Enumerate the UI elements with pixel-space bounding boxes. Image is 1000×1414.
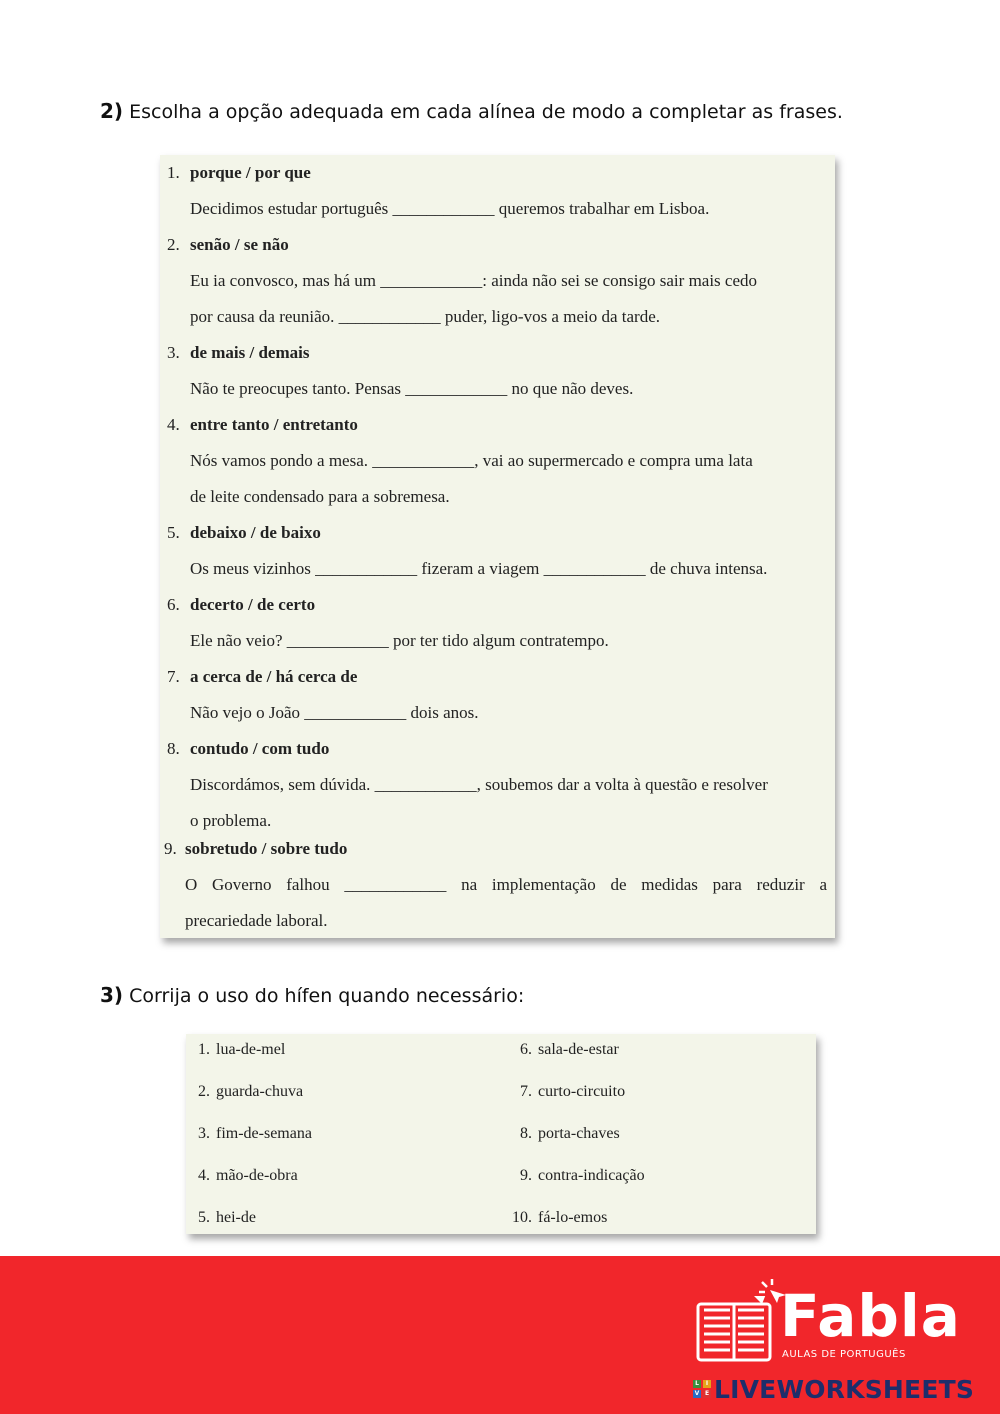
- question-title-row: [160, 227, 835, 263]
- exercise-3-number: 3): [100, 983, 124, 1007]
- lw-mark-v: V: [694, 1390, 700, 1397]
- question-sentence-row: [160, 191, 835, 227]
- question-number: 2.: [167, 235, 180, 254]
- question-sentence-row: [160, 263, 835, 299]
- question-sentence-row: [160, 371, 835, 407]
- liveworksheets-name: LIVEWORKSHEETS: [714, 1374, 975, 1404]
- question-sentence-row: [160, 479, 835, 515]
- question-number: 5.: [167, 523, 180, 542]
- question-number: 7.: [167, 667, 180, 686]
- hyphen-item-word: guarda-chuva: [216, 1083, 304, 1100]
- question-sentence: de leite condensado para a sobremesa.: [190, 487, 450, 506]
- question-sentence: Discordámos, sem dúvida. ____________, soubemos dar a volta à questão e resolver: [190, 775, 768, 794]
- hyphen-item: [186, 1077, 303, 1107]
- hyphen-item: [186, 1035, 285, 1065]
- question-sentence: Não te preocupes tanto. Pensas ____________ no que não deves.: [190, 379, 634, 398]
- question-options: debaixo / de baixo: [190, 523, 321, 542]
- question-number: 3.: [167, 343, 180, 362]
- exercise-2-instruction: Escolha a opção adequada em cada alínea de modo a completar as frases.: [129, 101, 843, 123]
- question-options: de mais / demais: [190, 343, 310, 362]
- question-options: contudo / com tudo: [190, 739, 330, 758]
- exercise-2-panel: [160, 155, 835, 938]
- hyphen-item-word: sala-de-estar: [538, 1041, 619, 1058]
- question-sentence: o problema.: [190, 811, 272, 830]
- question-sentence: O Governo falhou ____________ na implementação de medidas para reduzir a: [185, 875, 827, 894]
- hyphen-item-number: 5.: [198, 1209, 210, 1226]
- question-sentence-row: [160, 443, 835, 479]
- question-options: senão / se não: [190, 235, 289, 254]
- exercise-2-heading: [100, 99, 843, 123]
- question-options: sobretudo / sobre tudo: [185, 839, 348, 858]
- question-sentence-row: [160, 767, 835, 803]
- question-title-row: [160, 407, 835, 443]
- question-title-row: [160, 731, 835, 767]
- question-sentence: Os meus vizinhos ____________ fizeram a viagem ____________ de chuva intensa.: [190, 559, 768, 578]
- hyphen-item-number: 8.: [520, 1125, 532, 1142]
- question-options: decerto / de certo: [190, 595, 316, 614]
- question-options: entre tanto / entretanto: [190, 415, 358, 434]
- question-sentence-row: [160, 551, 835, 587]
- hyphen-item: [508, 1161, 645, 1191]
- lw-mark-i: I: [703, 1380, 711, 1388]
- question-options: porque / por que: [190, 163, 311, 182]
- hyphen-item-number: 2.: [198, 1083, 210, 1100]
- lw-mark-l: L: [693, 1380, 701, 1388]
- hyphen-item-word: fá-lo-emos: [538, 1209, 608, 1226]
- hyphen-item: [186, 1119, 312, 1149]
- hyphen-item-number: 6.: [520, 1041, 532, 1058]
- question-number: 4.: [167, 415, 180, 434]
- question-title-row: [160, 155, 835, 191]
- question-number: 6.: [167, 595, 180, 614]
- hyphen-item-number: 7.: [520, 1083, 532, 1100]
- hyphen-item: [508, 1077, 625, 1107]
- hyphen-item-word: hei-de: [216, 1209, 256, 1226]
- hyphen-item-word: lua-de-mel: [216, 1041, 286, 1058]
- hyphen-item-word: curto-circuito: [538, 1083, 626, 1100]
- hyphen-item: [508, 1203, 607, 1233]
- question-sentence: Eu ia convosco, mas há um ____________: ainda não sei se consigo sair mais cedo: [190, 271, 758, 290]
- question-title-row: [160, 335, 835, 371]
- hyphen-item-number: 9.: [520, 1167, 532, 1184]
- question-number: 9.: [164, 839, 177, 858]
- hyphen-item-number: 4.: [198, 1167, 210, 1184]
- question-sentence: Nós vamos pondo a mesa. ____________, vai ao supermercado e compra uma lata: [190, 451, 753, 470]
- exercise-3-heading: [100, 983, 524, 1007]
- question-sentence: Ele não veio? ____________ por ter tido algum contratempo.: [190, 631, 609, 650]
- open-book-icon: [694, 1296, 774, 1366]
- question-sentence-row: [160, 299, 835, 335]
- fabla-logo: [694, 1278, 961, 1368]
- hyphen-item-word: mão-de-obra: [216, 1167, 298, 1184]
- liveworksheets-mark-icon: [693, 1380, 711, 1398]
- liveworksheets-logo: [693, 1374, 974, 1404]
- question-sentence: Não vejo o João ____________ dois anos.: [190, 703, 479, 722]
- lw-mark-e: E: [704, 1390, 710, 1397]
- question-sentence-row: [160, 623, 835, 659]
- question-number: 1.: [167, 163, 180, 182]
- question-title-row: [160, 659, 835, 695]
- fabla-brand-name: Fabla: [780, 1282, 961, 1350]
- exercise-3-panel: [186, 1034, 816, 1234]
- hyphen-item-word: contra-indicação: [538, 1167, 645, 1184]
- question-sentence-row: [160, 903, 835, 939]
- hyphen-item: [508, 1119, 620, 1149]
- exercise-2-number: 2): [100, 99, 124, 123]
- fabla-tagline: AULAS DE PORTUGUÊS: [782, 1349, 906, 1360]
- question-title-row: [160, 587, 835, 623]
- question-sentence-row: [160, 695, 835, 731]
- footer-banner: [0, 1256, 1000, 1414]
- hyphen-item: [508, 1035, 619, 1065]
- question-options: a cerca de / há cerca de: [190, 667, 358, 686]
- hyphen-item-word: porta-chaves: [538, 1125, 620, 1142]
- hyphen-item-number: 1.: [198, 1041, 210, 1058]
- hyphen-item-number: 3.: [198, 1125, 210, 1142]
- exercise-3-instruction: Corrija o uso do hífen quando necessário:: [129, 985, 525, 1007]
- question-sentence: Decidimos estudar português ____________ queremos trabalhar em Lisboa.: [190, 199, 710, 218]
- question-sentence: por causa da reunião. ____________ puder, ligo-vos a meio da tarde.: [190, 307, 660, 326]
- question-sentence: precariedade laboral.: [185, 911, 328, 930]
- hyphen-item-number: 10.: [512, 1209, 532, 1226]
- hyphen-item: [186, 1161, 298, 1191]
- question-title-row: [160, 515, 835, 551]
- question-title-row: [160, 831, 835, 867]
- hyphen-item-word: fim-de-semana: [216, 1125, 312, 1142]
- question-number: 8.: [167, 739, 180, 758]
- hyphen-item: [186, 1203, 256, 1233]
- question-sentence-row: [160, 867, 835, 903]
